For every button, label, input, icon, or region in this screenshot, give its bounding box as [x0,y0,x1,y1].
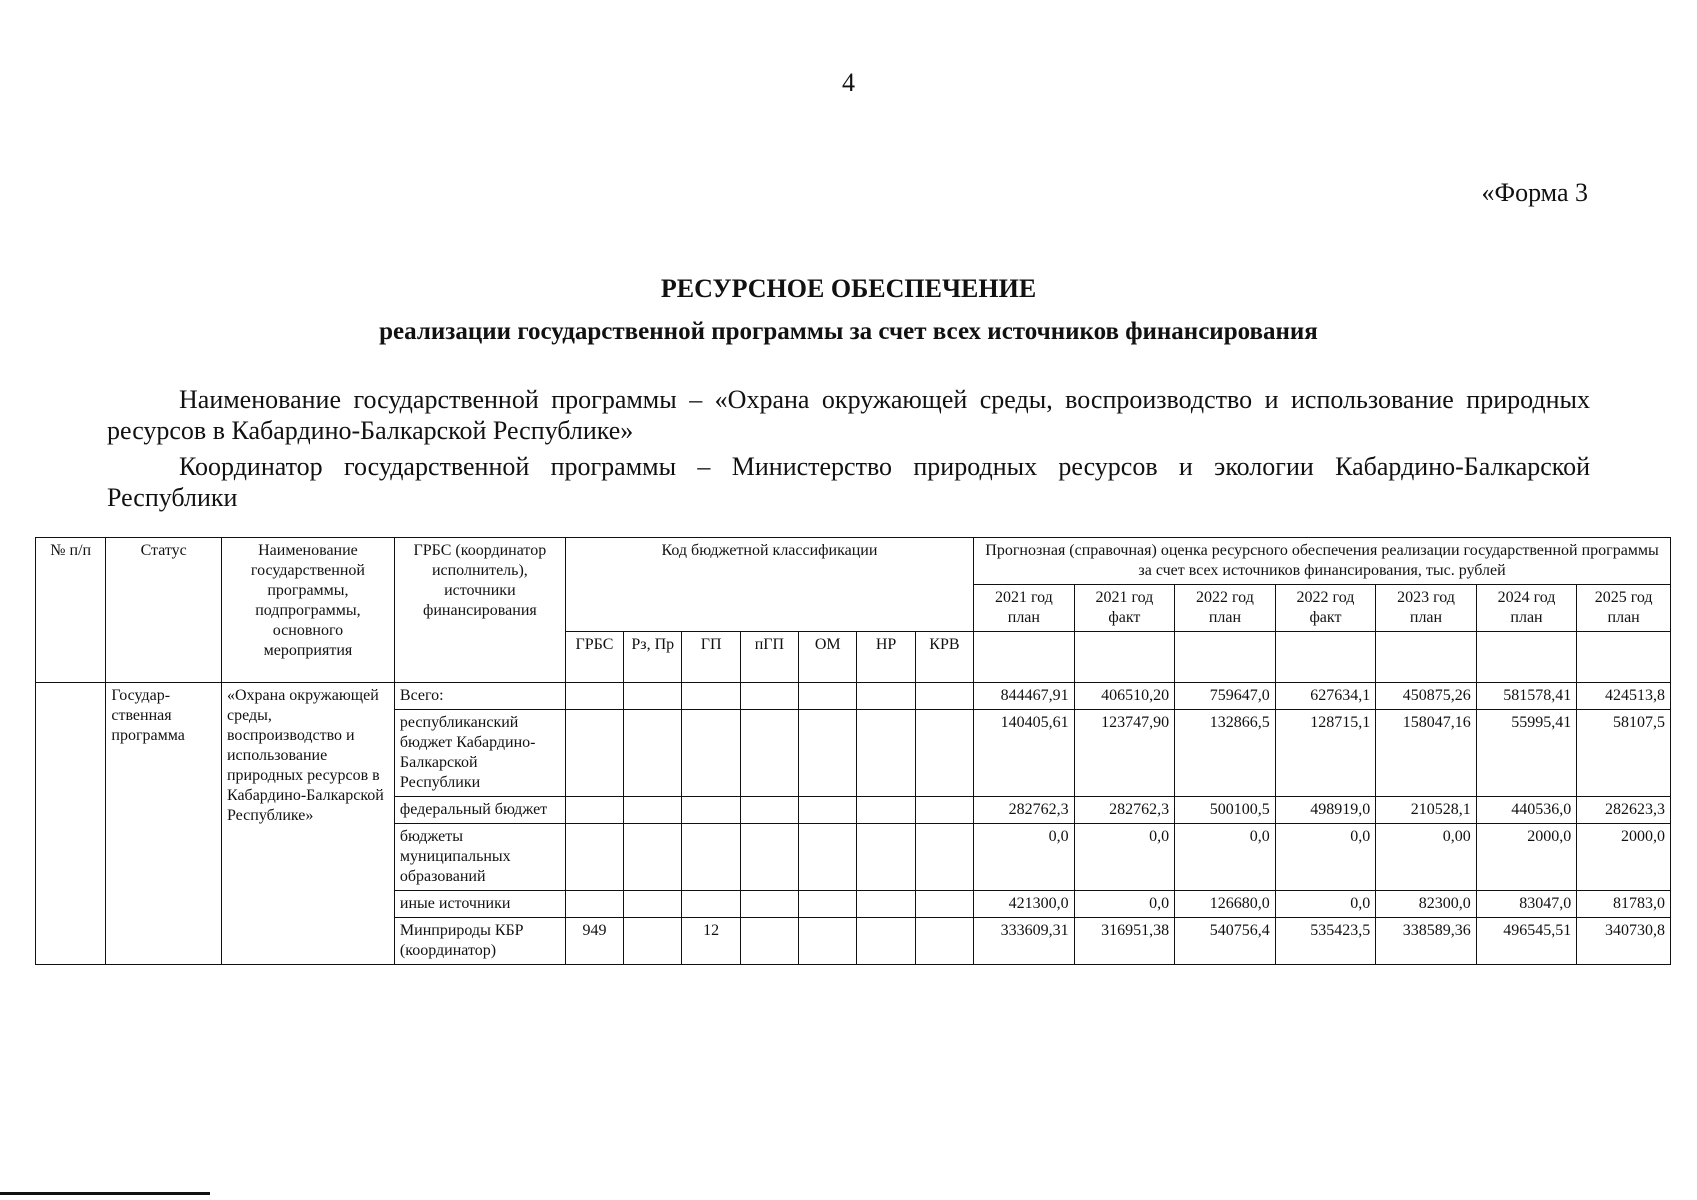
value-cell: 500100,5 [1175,797,1276,824]
program-name-cell: «Охрана окружающей среды, воспроизводство и использование природных ресурсов в Кабардино-Балкарской Республике» [221,683,394,965]
header-code-nr: НР [857,632,915,683]
budget-code-cell [624,683,682,710]
value-cell: 0,0 [1175,824,1276,891]
header-year: 2023 год план [1376,585,1477,632]
funding-source-cell: Минприроды КБР (координатор) [394,918,565,965]
value-cell: 81783,0 [1577,891,1671,918]
document-subtitle: реализации государственной программы за счет всех источников финансирования [379,318,1318,345]
value-cell: 498919,0 [1275,797,1376,824]
header-empty [1376,632,1477,683]
budget-code-cell [915,891,973,918]
budget-code-cell [682,797,740,824]
value-cell: 158047,16 [1376,710,1477,797]
funding-source-cell: иные источники [394,891,565,918]
row-number-cell [36,683,106,965]
value-cell: 496545,51 [1476,918,1577,965]
budget-code-cell [565,824,623,891]
budget-code-cell [624,891,682,918]
header-year: 2022 год факт [1275,585,1376,632]
budget-code-cell [682,891,740,918]
value-cell: 140405,61 [974,710,1075,797]
program-name-line: Наименование государственной программы – «Охрана окружающей среды, воспроизводство и использование природных ресурсов в Кабардино-Балкарской Республике» [107,385,1590,445]
value-cell: 424513,8 [1577,683,1671,710]
header-year: 2024 год план [1476,585,1577,632]
budget-code-cell [799,824,857,891]
value-cell: 540756,4 [1175,918,1276,965]
value-cell: 123747,90 [1074,710,1175,797]
budget-code-cell [740,918,798,965]
header-num: № п/п [36,538,106,683]
header-code-krv: КРВ [915,632,973,683]
value-cell: 535423,5 [1275,918,1376,965]
budget-code-cell: 12 [682,918,740,965]
header-code-om: ОМ [799,632,857,683]
value-cell: 132866,5 [1175,710,1276,797]
value-cell: 55995,41 [1476,710,1577,797]
value-cell: 0,0 [1275,891,1376,918]
budget-code-cell [740,824,798,891]
budget-code-cell [915,824,973,891]
header-empty [974,632,1075,683]
budget-code-cell [915,797,973,824]
header-year: 2021 год факт [1074,585,1175,632]
budget-code-cell [857,710,915,797]
header-forecast: Прогнозная (справочная) оценка ресурсного обеспечения реализации государственной программы за счет всех источников финансирования, тыс. рублей [974,538,1671,585]
budget-code-cell: 949 [565,918,623,965]
value-cell: 0,0 [1074,891,1175,918]
funding-source-cell: бюджеты муниципальных образований [394,824,565,891]
header-code-gp: ГП [682,632,740,683]
header-empty [1074,632,1175,683]
value-cell: 2000,0 [1577,824,1671,891]
value-cell: 0,0 [1275,824,1376,891]
budget-code-cell [915,683,973,710]
status-cell: Государ-ственная программа [106,683,222,965]
funding-source-cell: республиканский бюджет Кабардино-Балкарской Республики [394,710,565,797]
header-empty [1175,632,1276,683]
coordinator-line: Координатор государственной программы – Министерство природных ресурсов и экологии Кабардино-Балкарской Республики [107,452,1590,512]
value-cell: 759647,0 [1175,683,1276,710]
value-cell: 0,00 [1376,824,1477,891]
value-cell: 338589,36 [1376,918,1477,965]
value-cell: 282762,3 [1074,797,1175,824]
budget-code-cell [565,683,623,710]
budget-code-cell [682,824,740,891]
budget-code-cell [857,891,915,918]
value-cell: 0,0 [1074,824,1175,891]
value-cell: 450875,26 [1376,683,1477,710]
header-year: 2021 год план [974,585,1075,632]
value-cell: 126680,0 [1175,891,1276,918]
budget-code-cell [799,797,857,824]
budget-code-cell [740,710,798,797]
budget-code-cell [682,710,740,797]
budget-code-cell [565,797,623,824]
header-empty [1476,632,1577,683]
header-budget-code: Код бюджетной классификации [565,538,973,632]
value-cell: 421300,0 [974,891,1075,918]
value-cell: 440536,0 [1476,797,1577,824]
header-code-grbs: ГРБС [565,632,623,683]
document-title: РЕСУРСНОЕ ОБЕСПЕЧЕНИЕ [660,274,1037,303]
budget-code-cell [799,891,857,918]
header-empty [1275,632,1376,683]
budget-code-cell [740,797,798,824]
resource-table [35,537,1671,965]
budget-code-cell [857,683,915,710]
budget-code-cell [799,918,857,965]
header-empty [1577,632,1671,683]
funding-source-cell: федеральный бюджет [394,797,565,824]
budget-code-cell [857,797,915,824]
value-cell: 406510,20 [1074,683,1175,710]
budget-code-cell [915,710,973,797]
footnote-separator [0,1192,210,1195]
value-cell: 627634,1 [1275,683,1376,710]
value-cell: 844467,91 [974,683,1075,710]
form-label: «Форма 3 [1481,178,1588,207]
budget-code-cell [857,824,915,891]
value-cell: 0,0 [974,824,1075,891]
budget-code-cell [624,824,682,891]
value-cell: 282623,3 [1577,797,1671,824]
budget-code-cell [624,710,682,797]
header-status: Статус [106,538,222,683]
value-cell: 2000,0 [1476,824,1577,891]
value-cell: 581578,41 [1476,683,1577,710]
header-year: 2025 год план [1577,585,1671,632]
budget-code-cell [624,918,682,965]
funding-source-cell: Всего: [394,683,565,710]
header-year: 2022 год план [1175,585,1276,632]
value-cell: 340730,8 [1577,918,1671,965]
value-cell: 83047,0 [1476,891,1577,918]
budget-code-cell [740,891,798,918]
budget-code-cell [682,683,740,710]
value-cell: 333609,31 [974,918,1075,965]
value-cell: 210528,1 [1376,797,1477,824]
value-cell: 282762,3 [974,797,1075,824]
header-grbs-source: ГРБС (координатор исполнитель), источники финансирования [394,538,565,683]
budget-code-cell [915,918,973,965]
header-name: Наименование государственной программы, подпрограммы, основного мероприятия [221,538,394,683]
budget-code-cell [799,683,857,710]
budget-code-cell [624,797,682,824]
budget-code-cell [740,683,798,710]
value-cell: 82300,0 [1376,891,1477,918]
budget-code-cell [799,710,857,797]
header-code-rz-pr: Рз, Пр [624,632,682,683]
value-cell: 58107,5 [1577,710,1671,797]
value-cell: 128715,1 [1275,710,1376,797]
budget-code-cell [857,918,915,965]
value-cell: 316951,38 [1074,918,1175,965]
budget-code-cell [565,891,623,918]
budget-code-cell [565,710,623,797]
page-number: 4 [842,68,855,97]
table-row [36,683,1671,710]
header-code-pgp: пГП [740,632,798,683]
